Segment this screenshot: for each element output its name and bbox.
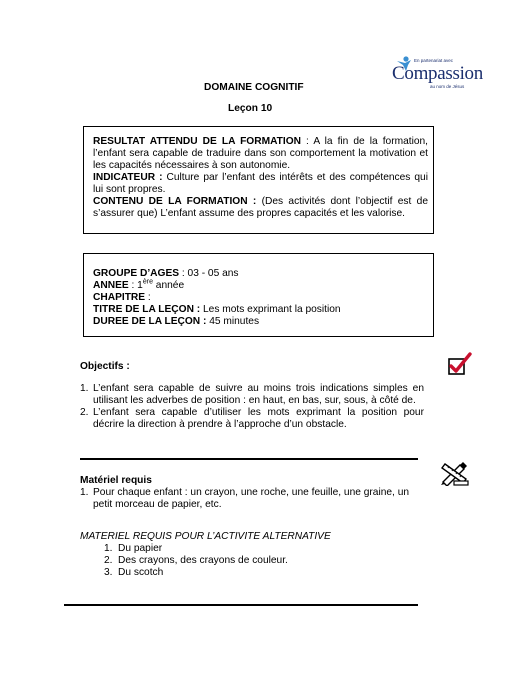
- contenu-text: (Des activités dont l’objectif est de s’assurer que) L’enfant assume des propres capacités et les valorise.: [93, 196, 428, 219]
- divider-line: [80, 458, 418, 460]
- indicateur-paragraph: [93, 172, 428, 196]
- alt-materiel-heading: MATERIEL REQUIS POUR L’ACTIVITE ALTERNATIVE: [80, 531, 331, 542]
- logo-brand: Compassion: [392, 63, 483, 84]
- materiel-heading: Matériel requis: [80, 475, 152, 486]
- list-item-number: 1.: [80, 487, 89, 498]
- resultat-paragraph: [93, 136, 428, 172]
- list-item-number: 1.: [80, 383, 89, 394]
- domain-title: DOMAINE COGNITIF: [204, 82, 304, 93]
- checkbox-check-icon: [447, 352, 473, 376]
- list-item: [104, 543, 424, 555]
- duree-label: DUREE DE LA LEÇON :: [93, 316, 207, 327]
- titre-label: TITRE DE LA LEÇON :: [93, 304, 201, 315]
- list-item-text: Du papier: [118, 543, 163, 554]
- list-item: [80, 407, 424, 431]
- logo-tagline: au nom de Jésus: [430, 84, 465, 89]
- annee-label: ANNEE: [93, 280, 129, 291]
- objectifs-heading: Objectifs :: [80, 361, 130, 372]
- formation-box-content: [93, 136, 428, 220]
- annee-line: [93, 280, 428, 292]
- pencil-ruler-icon: [440, 460, 470, 486]
- contenu-paragraph: [93, 196, 428, 220]
- chapitre-value: :: [145, 292, 151, 303]
- contenu-label: CONTENU DE LA FORMATION :: [93, 196, 257, 207]
- list-item-number: 3.: [104, 567, 113, 578]
- list-item-text: L’enfant sera capable d’utiliser les mots exprimant la position pour décrire la direction à prendre à l’approche d’un obstacle.: [93, 407, 424, 430]
- alt-materiel-list: [104, 543, 424, 579]
- list-item-text: Du scotch: [118, 567, 164, 578]
- titre-line: [93, 304, 428, 316]
- resultat-text: : A la fin de la formation, l’enfant sera capable de traduire dans son comportement la motivation et les capacités nécessaires à son autonomie.: [93, 136, 428, 171]
- list-item-text: Pour chaque enfant : un crayon, une roche, une feuille, une graine, un petit morceau de papier, etc.: [93, 487, 410, 510]
- lesson-number: Leçon 10: [228, 103, 273, 114]
- annee-sup: ère: [142, 278, 153, 286]
- list-item-text: Des crayons, des crayons de couleur.: [118, 555, 288, 566]
- annee-value: : 1: [128, 280, 143, 291]
- indicateur-label: INDICATEUR :: [93, 172, 163, 183]
- list-item: [80, 487, 424, 511]
- list-item-number: 2.: [80, 407, 89, 418]
- materiel-list: [80, 487, 424, 511]
- chapitre-line: [93, 292, 428, 304]
- list-item: [104, 567, 424, 579]
- titre-value: Les mots exprimant la position: [200, 304, 341, 315]
- list-item-number: 1.: [104, 543, 113, 554]
- duree-line: [93, 316, 428, 328]
- logo-small-text: En partenariat avec: [414, 58, 454, 63]
- duree-value: 45 minutes: [206, 316, 260, 327]
- chapitre-label: CHAPITRE: [93, 292, 146, 303]
- compassion-logo: [384, 52, 483, 94]
- list-item-text: L’enfant sera capable de suivre au moins trois indications simples en utilisant les adverbes de position : en haut, en bas, sur, sous, à côté de.: [93, 383, 424, 406]
- groupe-value: : 03 - 05 ans: [179, 268, 239, 279]
- objectifs-list: [80, 383, 424, 431]
- list-item: [104, 555, 424, 567]
- indicateur-text: Culture par l’enfant des intérêts et des compétences qui lui sont propres.: [93, 172, 428, 195]
- list-item-number: 2.: [104, 555, 113, 566]
- list-item: [80, 383, 424, 407]
- annee-value-post: année: [152, 280, 185, 291]
- lesson-info-content: [93, 268, 428, 328]
- bottom-divider-line: [64, 604, 418, 606]
- groupe-label: GROUPE D’AGES: [93, 268, 180, 279]
- resultat-label: RESULTAT ATTENDU DE LA FORMATION: [93, 136, 302, 147]
